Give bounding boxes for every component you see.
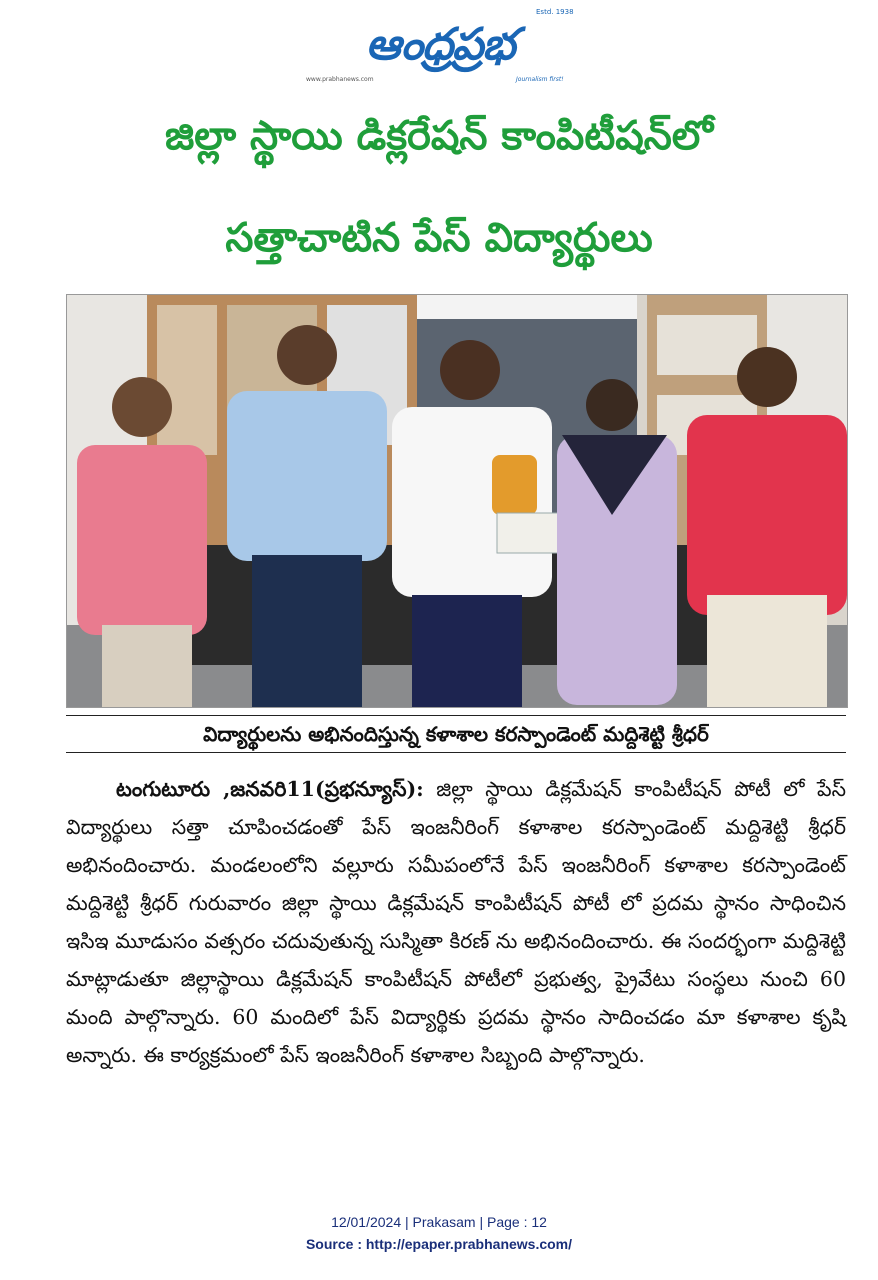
footer-date-edition: 12/01/2024 | Prakasam | Page : 12	[331, 1214, 547, 1230]
footer-source: Source : http://epaper.prabhanews.com/	[305, 1236, 573, 1252]
headline-line-1: జిల్లా స్థాయి డిక్లరేషన్ కాంపిటీషన్‌లో	[165, 113, 713, 159]
article-body	[66, 770, 846, 1074]
article-text: జిల్లా స్థాయి డిక్లమేషన్ కాంపిటీషన్ పోటీ లో పేస్ విద్యార్థులు సత్తా చూపించడంతో పేస్ ఇంజనీరింగ్ కళాశాల కరస్పాండెంట్ మద్దిశెట్టి శ్రీధర్ అభినందించారు. మండలంలోని వల్లూరు సమీపంలోనే పేస్ ఇంజనీరింగ్ కళాశాల కరస్పాండెంట్ మద్దిశెట్టి శ్రీధర్ గురువారం జిల్లా స్థాయి డిక్లమేషన్ కాంపిటీషన్ పోటీ లో ప్రదమ స్థానం సాధించిన ఇసిఇ మూడుసం వత్సరం చదువుతున్న సుస్మితా కిరణ్ ను అభినందించారు. ఈ సందర్భంగా మద్దిశెట్టి మాట్లాడుతూ జిల్లాస్థాయి డిక్లమేషన్ కాంపిటీషన్ పోటీలో ప్రభుత్వ, ప్రైవేటు సంస్థలు నుంచి 60 మంది పాల్గొన్నారు. 60 మందిలో పేస్ విద్యార్థికు ప్రదమ స్థానం సాదించడం మా కళాశాల కృషి అన్నారు. ఈ కార్యక్రమంలో పేస్ ఇంజనీరింగ్ కళాశాల సిబ్బంది పాల్గొన్నారు.	[66, 777, 846, 1067]
headline-line-2: సత్తాచాటిన పేస్ విద్యార్థులు	[225, 215, 653, 261]
news-photo	[66, 294, 848, 708]
newspaper-logo: ఆంధ్రప్రభ	[365, 19, 515, 70]
tagline: Journalism first!	[516, 76, 564, 83]
masthead	[0, 8, 878, 88]
photo-caption: విద్యార్థులను అభినందిస్తున్న కళాశాల కరస్పాండెంట్ మద్దిశెట్టి శ్రీధర్	[203, 722, 709, 746]
estd-label: Estd. 1938	[536, 8, 574, 16]
photo-image-icon	[67, 295, 847, 707]
article-dateline: టంగుటూరు ,జనవరి11(ప్రభన్యూస్):	[116, 777, 424, 801]
caption-bottom-rule	[66, 752, 846, 753]
logo-url: www.prabhanews.com	[306, 76, 374, 83]
